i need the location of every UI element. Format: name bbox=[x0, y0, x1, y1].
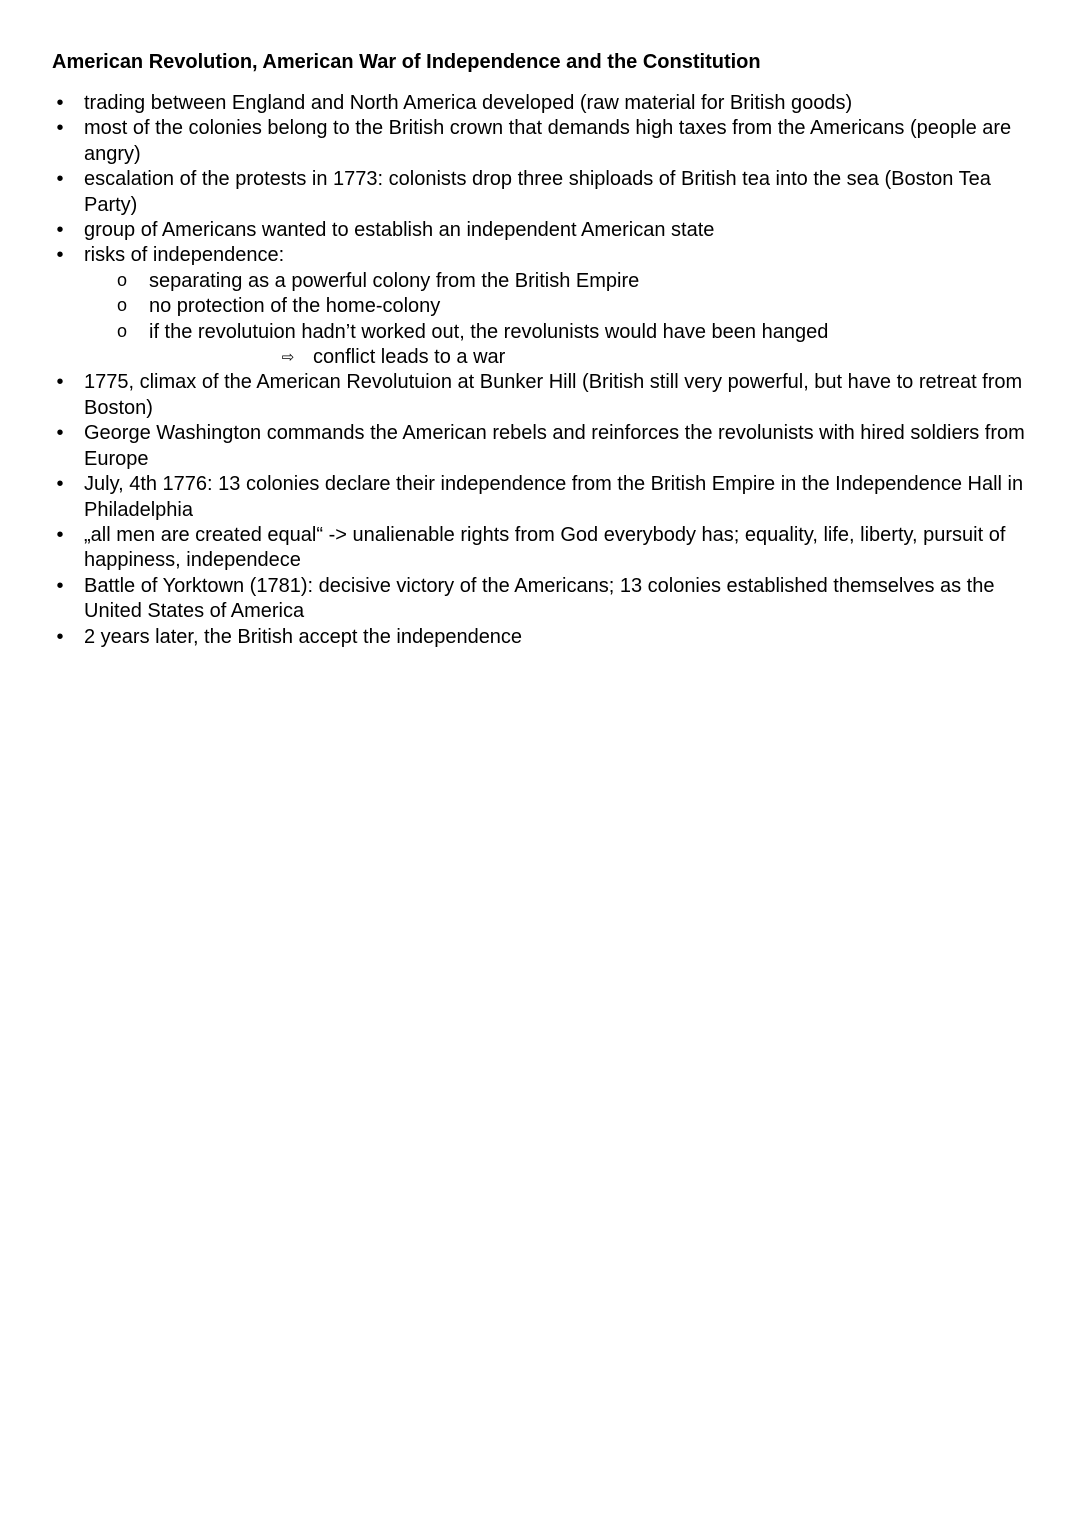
list-item bbox=[0, 574, 1080, 625]
list-item bbox=[0, 218, 1080, 243]
bullet-icon: • bbox=[56, 473, 64, 496]
bullet-icon: • bbox=[56, 574, 64, 597]
bullet-icon: • bbox=[56, 523, 64, 546]
bullet-icon: • bbox=[56, 422, 64, 445]
list-item-text: escalation of the protests in 1773: colonists drop three shiploads of British tea into the sea (Boston Tea Party) bbox=[84, 168, 991, 216]
bullet-icon: • bbox=[56, 168, 64, 191]
sub-list-item bbox=[0, 320, 1080, 345]
notes-list bbox=[0, 91, 1080, 650]
list-item bbox=[0, 625, 1080, 650]
sub-list-item bbox=[0, 294, 1080, 319]
bullet-icon: • bbox=[56, 117, 64, 140]
list-item bbox=[0, 167, 1080, 218]
list-item bbox=[0, 472, 1080, 523]
circle-bullet-icon: o bbox=[116, 295, 127, 316]
circle-bullet-icon: o bbox=[116, 269, 127, 290]
sub-list-item bbox=[0, 269, 1080, 294]
list-item bbox=[0, 523, 1080, 574]
sub-list-item-text: no protection of the home-colony bbox=[149, 295, 441, 318]
list-item bbox=[0, 243, 1080, 268]
bullet-icon: • bbox=[56, 219, 64, 242]
list-item-text: George Washington commands the American rebels and reinforces the revolunists with hired soldiers from Europe bbox=[84, 422, 1025, 470]
list-item-text: 2 years later, the British accept the independence bbox=[84, 625, 523, 648]
sub-list-item-text: if the revolutuion hadn’t worked out, the revolunists would have been hanged bbox=[149, 320, 829, 343]
list-item bbox=[0, 370, 1080, 421]
list-item-text: July, 4th 1776: 13 colonies declare their independence from the British Empire in the Independence Hall in Philadelphia bbox=[84, 473, 1024, 521]
arrow-right-icon: ⇨ bbox=[281, 348, 295, 367]
list-item-text: trading between England and North America developed (raw material for British goods) bbox=[84, 92, 853, 114]
bullet-icon: • bbox=[56, 244, 64, 267]
list-item-text: group of Americans wanted to establish an independent American state bbox=[84, 219, 715, 242]
circle-bullet-icon: o bbox=[116, 320, 127, 341]
list-item bbox=[0, 91, 1080, 116]
bullet-icon: • bbox=[56, 92, 64, 114]
list-item-text: Battle of Yorktown (1781): decisive victory of the Americans; 13 colonies established themselves as the United States of America bbox=[84, 574, 995, 623]
conclusion-item bbox=[0, 345, 1080, 370]
list-item bbox=[0, 116, 1080, 167]
document-title: American Revolution, American War of Independence and the Constitution bbox=[52, 51, 761, 73]
list-item-text: 1775, climax of the American Revolutuion at Bunker Hill (British still very powerful, but have to retreat from Boston) bbox=[84, 371, 1023, 419]
bullet-icon: • bbox=[56, 371, 64, 394]
bullet-icon: • bbox=[56, 625, 64, 648]
list-item bbox=[0, 421, 1080, 472]
list-item-text: most of the colonies belong to the British crown that demands high taxes from the Americans (people are angry) bbox=[84, 117, 1012, 165]
sub-list-item-text: separating as a powerful colony from the British Empire bbox=[149, 269, 640, 292]
conclusion-text: conflict leads to a war bbox=[313, 346, 506, 369]
list-item-text: risks of independence: bbox=[84, 244, 285, 267]
list-item-text: „all men are created equal“ -> unalienable rights from God everybody has; equality, life, liberty, pursuit of happiness, independece bbox=[84, 523, 1006, 572]
